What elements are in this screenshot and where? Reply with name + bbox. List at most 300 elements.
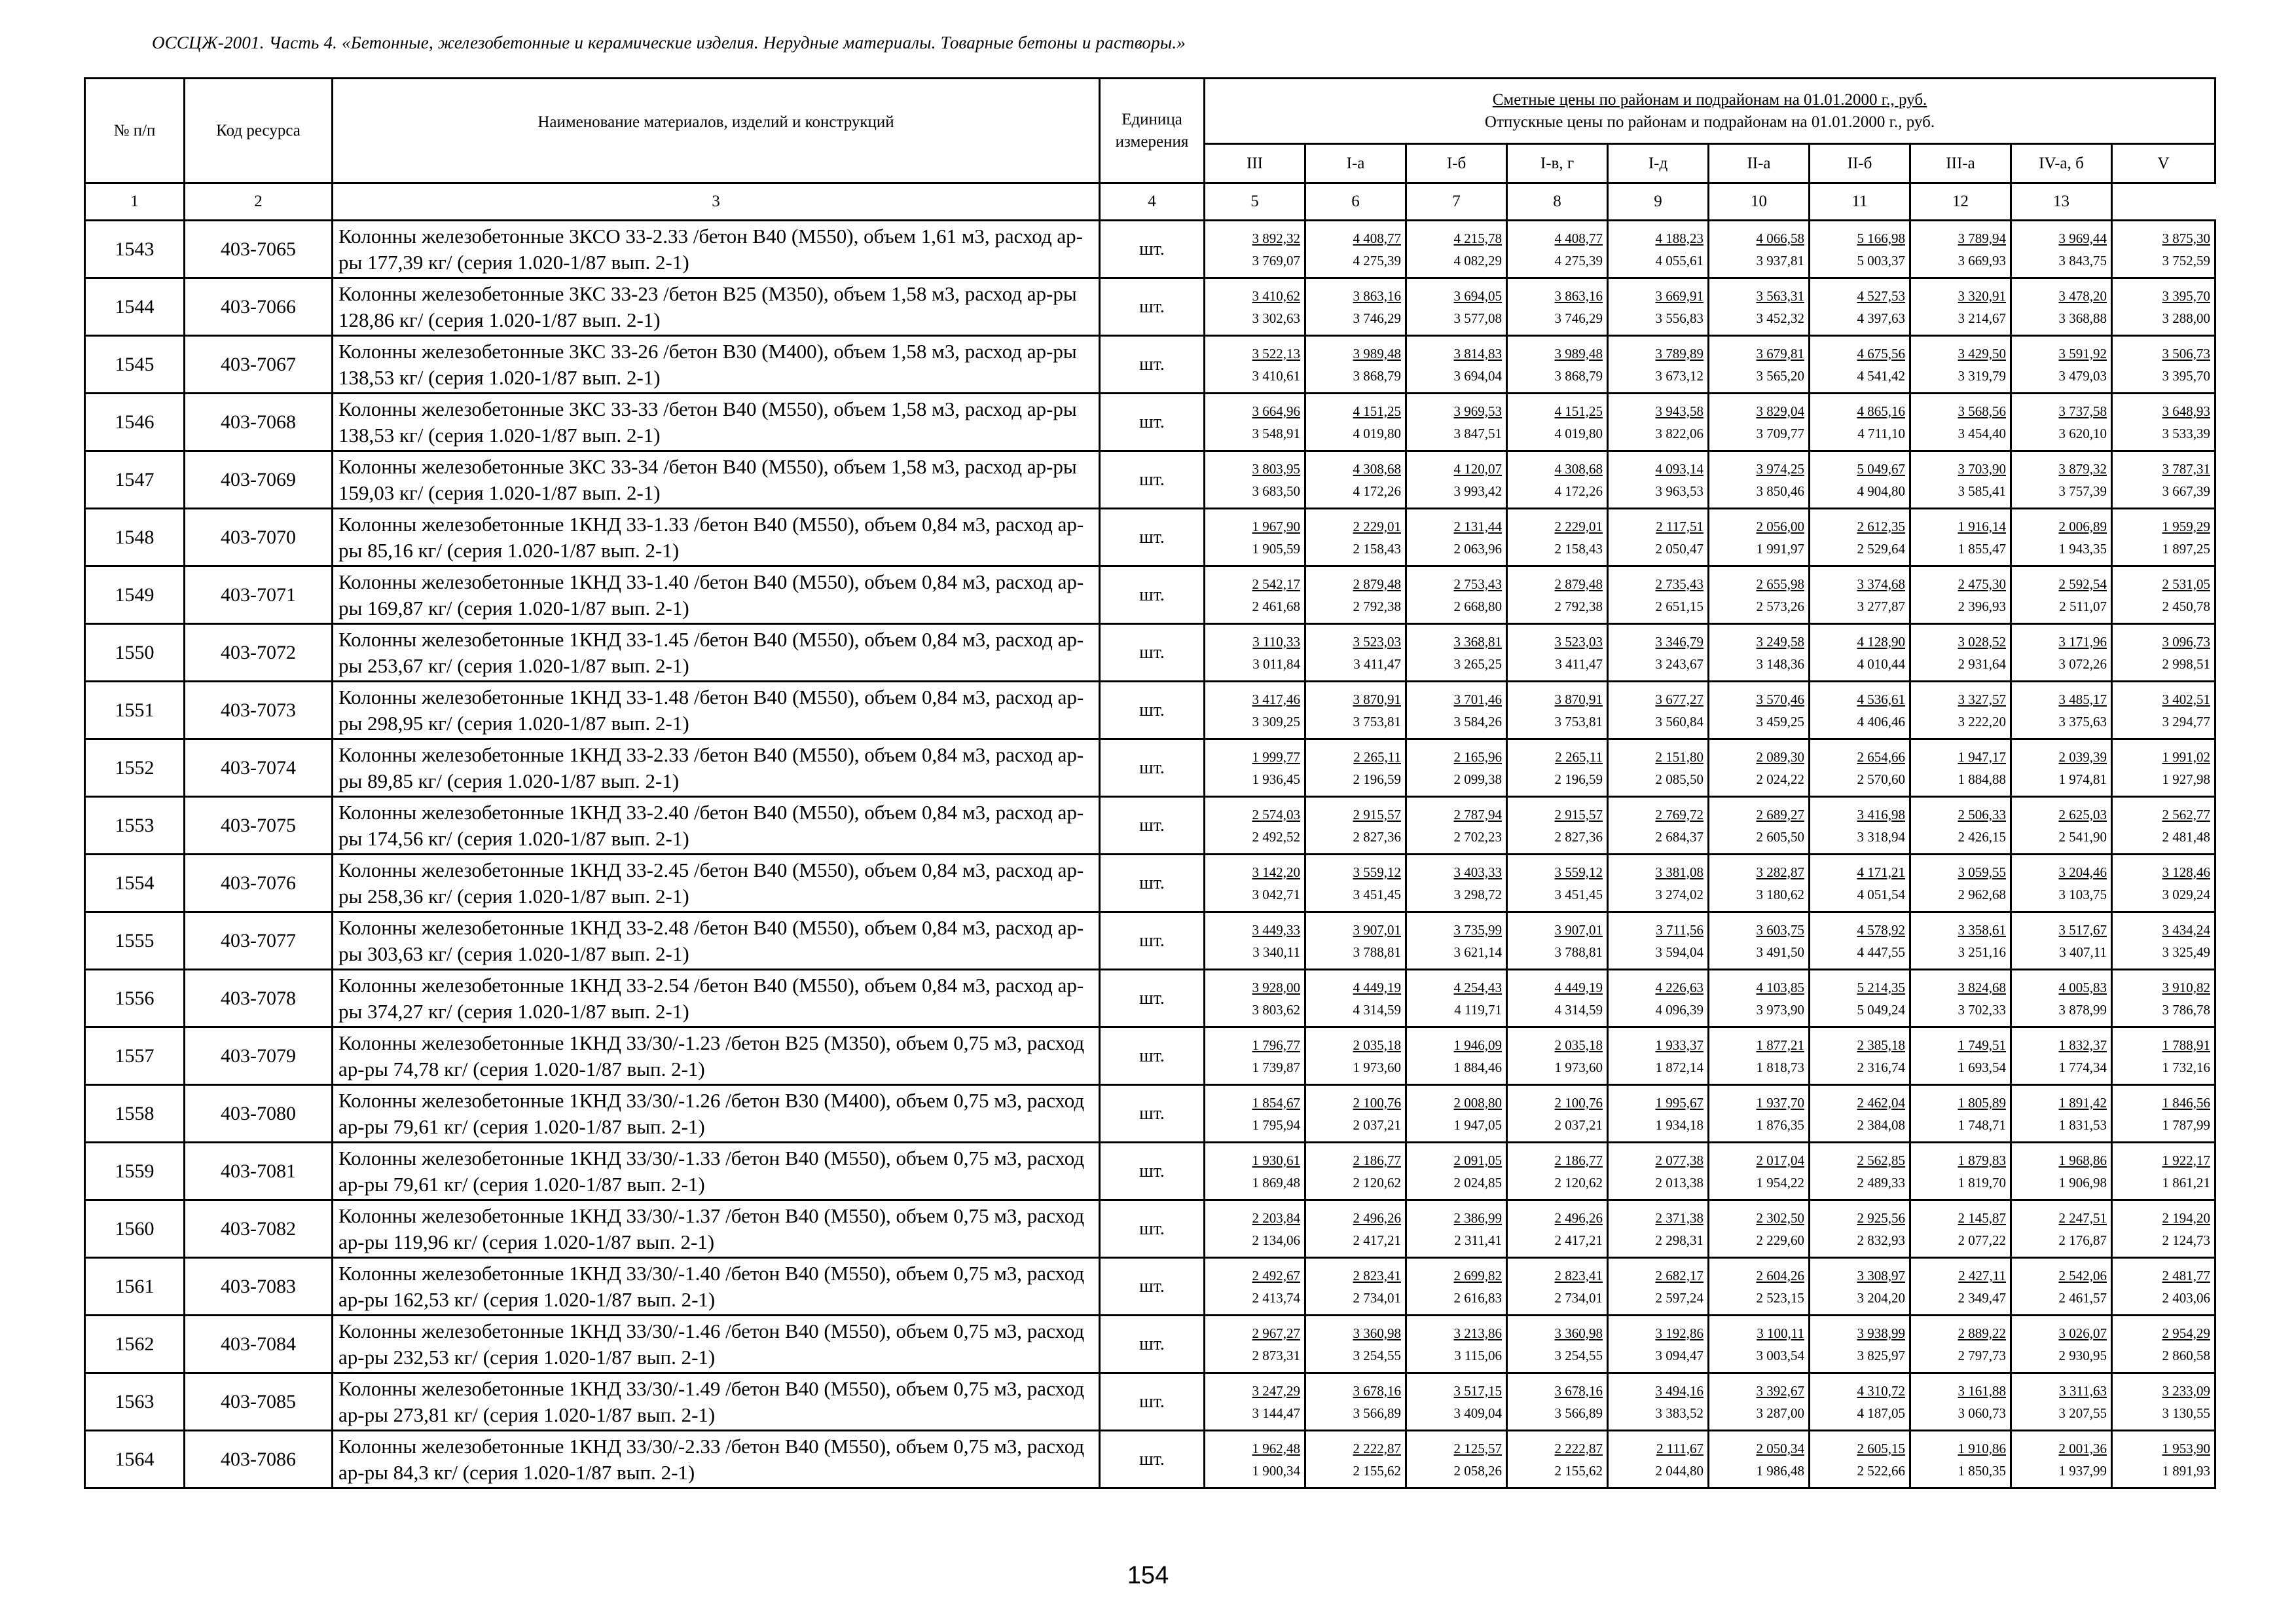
release-price: 3 822,06 (1655, 425, 1704, 441)
estimated-price: 1 891,42 (2058, 1094, 2107, 1111)
estimated-price: 4 226,63 (1655, 979, 1704, 995)
release-price: 1 936,45 (1252, 771, 1300, 787)
estimated-price: 2 145,87 (1958, 1209, 2006, 1226)
estimated-price: 3 429,50 (1958, 345, 2006, 361)
price-cell (1810, 451, 1910, 509)
header-num: № п/п (85, 79, 185, 183)
price-cell (1709, 1027, 1810, 1085)
price-cell (1810, 1373, 1910, 1431)
estimated-price: 2 769,72 (1655, 806, 1704, 822)
resource-code: 403-7080 (185, 1085, 333, 1143)
release-price: 1 884,46 (1453, 1059, 1502, 1075)
release-price: 3 277,87 (1857, 598, 1905, 614)
unit: шт. (1100, 912, 1205, 970)
price-cell (1709, 912, 1810, 970)
estimated-price: 4 254,43 (1453, 979, 1502, 995)
price-cell (1810, 624, 1910, 682)
estimated-price: 3 989,48 (1353, 345, 1401, 361)
release-price: 2 229,60 (1756, 1232, 1804, 1248)
release-price: 3 411,47 (1353, 655, 1401, 672)
estimated-price: 3 863,16 (1554, 287, 1603, 304)
estimated-price: 2 111,67 (1656, 1440, 1704, 1456)
estimated-price: 3 669,91 (1655, 287, 1704, 304)
price-cell (2112, 566, 2215, 624)
release-price: 4 275,39 (1554, 252, 1603, 268)
price-cell (1608, 624, 1709, 682)
release-price: 4 406,46 (1857, 713, 1905, 729)
price-cell (1406, 336, 1507, 394)
release-price: 2 481,48 (2162, 828, 2211, 845)
price-cell (1406, 1143, 1507, 1200)
price-cell (1305, 1085, 1406, 1143)
estimated-price: 5 214,35 (1857, 979, 1905, 995)
unit: шт. (1100, 509, 1205, 566)
row-number: 1552 (85, 739, 185, 797)
estimated-price: 2 222,87 (1353, 1440, 1401, 1456)
header-district: IV-а, б (2011, 144, 2112, 183)
estimated-price: 4 308,68 (1353, 460, 1401, 477)
estimated-price: 4 310,72 (1857, 1382, 1905, 1399)
resource-code: 403-7076 (185, 855, 333, 912)
price-cell (1910, 1316, 2011, 1373)
table-row (85, 682, 2215, 739)
release-price: 2 403,06 (2162, 1289, 2211, 1306)
release-price: 2 962,68 (1958, 886, 2006, 902)
estimated-price: 3 403,33 (1453, 864, 1502, 880)
release-price: 1 831,53 (2058, 1116, 2107, 1133)
release-price: 1 739,87 (1252, 1059, 1300, 1075)
estimated-price: 3 522,13 (1252, 345, 1300, 361)
estimated-price: 3 346,79 (1655, 633, 1704, 650)
resource-code: 403-7070 (185, 509, 333, 566)
estimated-price: 3 517,15 (1453, 1382, 1502, 1399)
release-price: 2 155,62 (1353, 1462, 1401, 1479)
price-cell (1608, 1373, 1709, 1431)
release-price: 4 172,26 (1353, 483, 1401, 499)
release-price: 2 384,08 (1857, 1116, 1905, 1133)
price-cell (1709, 855, 1810, 912)
header-district: I-д (1608, 144, 1709, 183)
item-name: Колонны железобетонные 3КС 33-34 /бетон В40 (М550), объем 1,58 м3, расход ар-ры 159,03 кг/ (серия 1.020-1/87 вып. 2-1) (333, 451, 1100, 509)
release-price: 1 693,54 (1958, 1059, 2006, 1075)
estimated-price: 2 222,87 (1554, 1440, 1603, 1456)
estimated-price: 2 056,00 (1756, 518, 1804, 534)
estimated-price: 5 166,98 (1857, 230, 1905, 246)
estimated-price: 2 035,18 (1353, 1037, 1401, 1053)
estimated-price: 3 368,81 (1453, 633, 1502, 650)
resource-code: 403-7075 (185, 797, 333, 855)
estimated-price: 2 625,03 (2058, 806, 2107, 822)
release-price: 2 541,90 (2058, 828, 2107, 845)
estimated-price: 3 523,03 (1554, 633, 1603, 650)
estimated-price: 3 735,99 (1453, 921, 1502, 938)
estimated-price: 3 559,12 (1353, 864, 1401, 880)
release-price: 2 120,62 (1353, 1174, 1401, 1190)
price-cell (1406, 1027, 1507, 1085)
release-price: 3 407,11 (2059, 944, 2107, 960)
price-cell (2112, 912, 2215, 970)
column-number: 5 (1205, 183, 1305, 221)
price-cell (1507, 797, 1608, 855)
header-unit: Единица измерения (1100, 79, 1205, 183)
column-number: 6 (1305, 183, 1406, 221)
resource-code: 403-7079 (185, 1027, 333, 1085)
estimated-price: 2 592,54 (2058, 576, 2107, 592)
price-cell (2011, 912, 2112, 970)
price-cell (1810, 797, 1910, 855)
release-price: 4 275,39 (1353, 252, 1401, 268)
estimated-price: 1 946,09 (1453, 1037, 1502, 1053)
estimated-price: 3 711,56 (1656, 921, 1704, 938)
estimated-price: 1 930,61 (1252, 1152, 1300, 1168)
estimated-price: 3 416,98 (1857, 806, 1905, 822)
estimated-price: 3 395,70 (2162, 287, 2211, 304)
table-row (85, 912, 2215, 970)
price-cell (1205, 1316, 1305, 1373)
price-cell (1810, 1200, 1910, 1258)
release-price: 3 214,67 (1958, 310, 2006, 326)
header-district: II-а (1709, 144, 1810, 183)
unit: шт. (1100, 970, 1205, 1027)
item-name: Колонны железобетонные 1КНД 33-1.33 /бетон В40 (М550), объем 0,84 м3, расход ар-ры 85,16 кг/ (серия 1.020-1/87 вып. 2-1) (333, 509, 1100, 566)
price-cell (1507, 509, 1608, 566)
price-cell (1305, 451, 1406, 509)
release-price: 2 570,60 (1857, 771, 1905, 787)
release-price: 1 897,25 (2162, 540, 2211, 557)
release-price: 3 254,55 (1554, 1347, 1603, 1363)
release-price: 2 298,31 (1655, 1232, 1704, 1248)
price-cell (1608, 739, 1709, 797)
estimated-price: 3 563,31 (1756, 287, 1804, 304)
price-cell (1507, 682, 1608, 739)
unit: шт. (1100, 336, 1205, 394)
table-row (85, 221, 2215, 278)
release-price: 3 375,63 (2058, 713, 2107, 729)
estimated-price: 3 161,88 (1958, 1382, 2006, 1399)
estimated-price: 4 536,61 (1857, 691, 1905, 707)
unit: шт. (1100, 1143, 1205, 1200)
release-price: 3 788,81 (1353, 944, 1401, 960)
price-cell (2011, 624, 2112, 682)
table-row (85, 1431, 2215, 1488)
estimated-price: 2 753,43 (1453, 576, 1502, 592)
release-price: 3 669,93 (1958, 252, 2006, 268)
estimated-price: 1 962,48 (1252, 1440, 1300, 1456)
estimated-price: 2 427,11 (1958, 1267, 2006, 1283)
estimated-price: 3 803,95 (1252, 460, 1300, 477)
estimated-price: 2 879,48 (1554, 576, 1603, 592)
release-price: 2 024,85 (1453, 1174, 1502, 1190)
column-number: 9 (1608, 183, 1709, 221)
price-cell (1910, 1373, 2011, 1431)
item-name: Колонны железобетонные 1КНД 33-2.48 /бетон В40 (М550), объем 0,84 м3, расход ар-ры 303,63 кг/ (серия 1.020-1/87 вып. 2-1) (333, 912, 1100, 970)
release-price: 3 560,84 (1655, 713, 1704, 729)
estimated-price: 4 151,25 (1554, 403, 1603, 419)
release-price: 2 037,21 (1554, 1116, 1603, 1133)
price-cell (2112, 221, 2215, 278)
estimated-price: 1 846,56 (2162, 1094, 2211, 1111)
release-price: 1 934,18 (1655, 1116, 1704, 1133)
unit: шт. (1100, 278, 1205, 336)
release-price: 3 011,84 (1252, 655, 1300, 672)
estimated-price: 4 449,19 (1353, 979, 1401, 995)
price-cell (1406, 912, 1507, 970)
estimated-price: 3 679,81 (1756, 345, 1804, 361)
release-price: 2 316,74 (1857, 1059, 1905, 1075)
release-price: 3 094,47 (1655, 1347, 1704, 1363)
price-cell (1205, 682, 1305, 739)
price-cell (1507, 624, 1608, 682)
price-cell (2112, 278, 2215, 336)
estimated-price: 3 789,89 (1655, 345, 1704, 361)
estimated-price: 2 655,98 (1756, 576, 1804, 592)
release-price: 3 847,51 (1453, 425, 1502, 441)
release-price: 2 605,50 (1756, 828, 1804, 845)
release-price: 2 797,73 (1958, 1347, 2006, 1363)
release-price: 1 876,35 (1756, 1116, 1804, 1133)
row-number: 1547 (85, 451, 185, 509)
column-number: 13 (2011, 183, 2112, 221)
price-cell (1810, 682, 1910, 739)
item-name: Колонны железобетонные 1КНД 33/30/-1.49 /бетон В40 (М550), объем 0,75 м3, расход ар-ры 273,81 кг/ (серия 1.020-1/87 вып. 2-1) (333, 1373, 1100, 1431)
price-cell (2112, 797, 2215, 855)
estimated-price: 3 249,58 (1756, 633, 1804, 650)
price-cell (1608, 1200, 1709, 1258)
estimated-price: 2 542,17 (1252, 576, 1300, 592)
price-cell (1507, 221, 1608, 278)
price-cell (1205, 221, 1305, 278)
estimated-price: 3 171,96 (2058, 633, 2107, 650)
row-number: 1562 (85, 1316, 185, 1373)
estimated-price: 2 371,38 (1655, 1209, 1704, 1226)
table-row (85, 855, 2215, 912)
release-price: 3 878,99 (2058, 1001, 2107, 1018)
estimated-price: 2 386,99 (1453, 1209, 1502, 1226)
resource-code: 403-7069 (185, 451, 333, 509)
release-price: 3 868,79 (1554, 367, 1603, 384)
table-row (85, 1373, 2215, 1431)
unit: шт. (1100, 1200, 1205, 1258)
estimated-price: 2 265,11 (1353, 748, 1401, 765)
estimated-price: 2 165,96 (1453, 748, 1502, 765)
estimated-price: 3 358,61 (1958, 921, 2006, 938)
column-number: 2 (185, 183, 333, 221)
estimated-price: 1 910,86 (1958, 1440, 2006, 1456)
estimated-price: 3 591,92 (2058, 345, 2107, 361)
estimated-price: 2 265,11 (1555, 748, 1603, 765)
unit: шт. (1100, 566, 1205, 624)
price-cell (1608, 1143, 1709, 1200)
table-row (85, 624, 2215, 682)
estimated-price: 1 967,90 (1252, 518, 1300, 534)
estimated-price: 2 001,36 (2058, 1440, 2107, 1456)
item-name: Колонны железобетонные 1КНД 33/30/-1.26 /бетон В30 (М400), объем 0,75 м3, расход ар-ры 79,61 кг/ (серия 1.020-1/87 вып. 2-1) (333, 1085, 1100, 1143)
release-price: 3 294,77 (2162, 713, 2211, 729)
price-cell (2112, 1085, 2215, 1143)
release-price: 2 058,26 (1453, 1462, 1502, 1479)
release-price: 4 314,59 (1353, 1001, 1401, 1018)
release-price: 2 998,51 (2162, 655, 2211, 672)
table-row (85, 970, 2215, 1027)
unit: шт. (1100, 1373, 1205, 1431)
estimated-price: 2 889,22 (1958, 1325, 2006, 1341)
price-cell (1910, 1431, 2011, 1488)
estimated-price: 3 110,33 (1252, 633, 1300, 650)
estimated-price: 2 735,43 (1655, 576, 1704, 592)
release-price: 1 905,59 (1252, 540, 1300, 557)
estimated-price: 5 049,67 (1857, 460, 1905, 477)
price-cell (2011, 1085, 2112, 1143)
item-name: Колонны железобетонные 1КНД 33-1.40 /бетон В40 (М550), объем 0,84 м3, расход ар-ры 169,87 кг/ (серия 1.020-1/87 вып. 2-1) (333, 566, 1100, 624)
price-cell (1305, 1431, 1406, 1488)
price-cell (1305, 1143, 1406, 1200)
price-cell (1810, 1143, 1910, 1200)
price-cell (1910, 509, 2011, 566)
item-name: Колонны железобетонные 1КНД 33/30/-1.40 /бетон В40 (М550), объем 0,75 м3, расход ар-ры 162,53 кг/ (серия 1.020-1/87 вып. 2-1) (333, 1258, 1100, 1316)
release-price: 3 452,32 (1756, 310, 1804, 326)
resource-code: 403-7066 (185, 278, 333, 336)
release-price: 2 196,59 (1353, 771, 1401, 787)
estimated-price: 4 408,77 (1353, 230, 1401, 246)
release-price: 4 019,80 (1353, 425, 1401, 441)
price-cell (1507, 1316, 1608, 1373)
estimated-price: 4 120,07 (1453, 460, 1502, 477)
release-price: 3 566,89 (1353, 1405, 1401, 1421)
price-cell (2011, 278, 2112, 336)
release-price: 2 413,74 (1252, 1289, 1300, 1306)
unit: шт. (1100, 1027, 1205, 1085)
price-cell (1608, 1085, 1709, 1143)
estimated-price: 3 974,25 (1756, 460, 1804, 477)
estimated-price: 2 302,50 (1756, 1209, 1804, 1226)
estimated-price: 3 204,46 (2058, 864, 2107, 880)
estimated-price: 4 093,14 (1655, 460, 1704, 477)
release-price: 3 287,00 (1756, 1405, 1804, 1421)
header-district: III (1205, 144, 1305, 183)
price-cell (1608, 1316, 1709, 1373)
price-cell (2112, 682, 2215, 739)
price-cell (1507, 1143, 1608, 1200)
price-cell (1810, 855, 1910, 912)
estimated-price: 2 475,30 (1958, 576, 2006, 592)
price-cell (1406, 221, 1507, 278)
estimated-price: 3 478,20 (2058, 287, 2107, 304)
estimated-price: 3 096,73 (2162, 633, 2211, 650)
release-price: 3 585,41 (1958, 483, 2006, 499)
release-price: 3 029,24 (2162, 886, 2211, 902)
price-cell (2011, 855, 2112, 912)
unit: шт. (1100, 739, 1205, 797)
price-cell (1810, 509, 1910, 566)
release-price: 2 396,93 (1958, 598, 2006, 614)
price-cell (1910, 855, 2011, 912)
release-price: 1 818,73 (1756, 1059, 1804, 1075)
column-number: 12 (1910, 183, 2011, 221)
release-price: 3 302,63 (1252, 310, 1300, 326)
release-price: 2 124,73 (2162, 1232, 2211, 1248)
release-price: 1 872,14 (1655, 1059, 1704, 1075)
page-header: ОССЦЖ-2001. Часть 4. «Бетонные, железобетонные и керамические изделия. Нерудные материалы. Товарные бетоны и растворы.» (152, 33, 1186, 52)
price-cell (2011, 451, 2112, 509)
estimated-price: 1 749,51 (1958, 1037, 2006, 1053)
price-cell (1709, 451, 1810, 509)
price-cell (1205, 1143, 1305, 1200)
resource-code: 403-7082 (185, 1200, 333, 1258)
price-cell (1910, 1085, 2011, 1143)
price-cell (1810, 739, 1910, 797)
estimated-price: 3 694,05 (1453, 287, 1502, 304)
estimated-price: 3 327,57 (1958, 691, 2006, 707)
release-price: 2 523,15 (1756, 1289, 1804, 1306)
release-price: 2 511,07 (2059, 598, 2107, 614)
release-price: 3 451,45 (1353, 886, 1401, 902)
estimated-price: 3 506,73 (2162, 345, 2211, 361)
release-price: 3 411,47 (1555, 655, 1603, 672)
unit: шт. (1100, 1316, 1205, 1373)
price-cell (1608, 1431, 1709, 1488)
estimated-price: 2 050,34 (1756, 1440, 1804, 1456)
price-cell (1305, 682, 1406, 739)
release-price: 3 993,42 (1453, 483, 1502, 499)
estimated-price: 2 574,03 (1252, 806, 1300, 822)
estimated-price: 3 938,99 (1857, 1325, 1905, 1341)
unit: шт. (1100, 451, 1205, 509)
estimated-price: 4 449,19 (1554, 979, 1603, 995)
price-cell (1810, 970, 1910, 1027)
resource-code: 403-7086 (185, 1431, 333, 1488)
column-number: 8 (1507, 183, 1608, 221)
estimated-price: 3 703,90 (1958, 460, 2006, 477)
release-price: 2 873,31 (1252, 1347, 1300, 1363)
estimated-price: 3 434,24 (2162, 921, 2211, 938)
price-cell (1406, 1258, 1507, 1316)
row-number: 1559 (85, 1143, 185, 1200)
price-cell (2011, 1373, 2112, 1431)
price-cell (2112, 1431, 2215, 1488)
item-name: Колонны железобетонные 1КНД 33-2.33 /бетон В40 (М550), объем 0,84 м3, расход ар-ры 89,85 кг/ (серия 1.020-1/87 вып. 2-1) (333, 739, 1100, 797)
release-price: 2 734,01 (1554, 1289, 1603, 1306)
estimated-price: 3 308,97 (1857, 1267, 1905, 1283)
release-price: 3 451,45 (1554, 886, 1603, 902)
estimated-price: 1 788,91 (2162, 1037, 2211, 1053)
unit: шт. (1100, 682, 1205, 739)
header-name: Наименование материалов, изделий и конструкций (333, 79, 1100, 183)
item-name: Колонны железобетонные 1КНД 33/30/-1.33 /бетон В40 (М550), объем 0,75 м3, расход ар-ры 79,61 кг/ (серия 1.020-1/87 вып. 2-1) (333, 1143, 1100, 1200)
price-cell (2011, 394, 2112, 451)
row-number: 1556 (85, 970, 185, 1027)
estimated-price: 3 192,86 (1655, 1325, 1704, 1341)
release-price: 2 668,80 (1453, 598, 1502, 614)
table-row (85, 739, 2215, 797)
table-row (85, 394, 2215, 451)
header-district: III-а (1910, 144, 2011, 183)
estimated-price: 1 805,89 (1958, 1094, 2006, 1111)
resource-code: 403-7078 (185, 970, 333, 1027)
price-cell (1205, 1085, 1305, 1143)
estimated-price: 3 247,29 (1252, 1382, 1300, 1399)
release-price: 2 085,50 (1655, 771, 1704, 787)
price-cell (1608, 509, 1709, 566)
price-cell (1910, 682, 2011, 739)
price-cell (1608, 912, 1709, 970)
price-cell (1305, 797, 1406, 855)
price-cell (2011, 566, 2112, 624)
release-price: 4 096,39 (1655, 1001, 1704, 1018)
header-code: Код ресурса (185, 79, 333, 183)
estimated-price: 2 125,57 (1453, 1440, 1502, 1456)
price-cell (1810, 1431, 1910, 1488)
estimated-price: 2 699,82 (1453, 1267, 1502, 1283)
